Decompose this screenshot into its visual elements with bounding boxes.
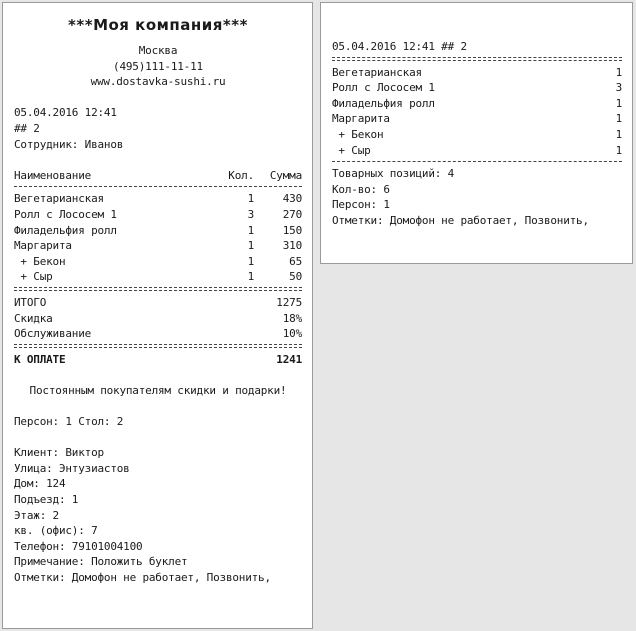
item-qty: 1 [247, 223, 254, 237]
ticket-notes: Отметки: Домофон не работает, Позвонить, [332, 213, 589, 227]
ticket-item-qty: 3 [615, 81, 622, 95]
item-row [14, 269, 302, 285]
double-divider [332, 57, 622, 61]
item-name: Вегетарианская [14, 192, 104, 206]
customer-info [14, 445, 302, 585]
ticket-item-name: Филадельфия ролл [332, 96, 435, 110]
item-name: + Сыр [14, 270, 53, 284]
divider [332, 161, 622, 162]
col-name-header: Наименование [14, 168, 92, 182]
double-divider [14, 344, 302, 348]
phone: (495)111-11-11 [113, 59, 203, 73]
item-sum: 65 [289, 254, 302, 268]
item-row [14, 191, 302, 207]
item-qty: 3 [247, 207, 254, 221]
datetime: 05.04.2016 12:41 [14, 106, 117, 120]
item-qty: 1 [247, 239, 254, 253]
col-qty-header: Кол. [228, 168, 254, 182]
ticket-positions: Товарных позиций: 4 [332, 167, 455, 181]
item-row [14, 254, 302, 270]
total-label: ИТОГО [14, 295, 47, 309]
customer-apartment: кв. (офис): 7 [14, 524, 98, 538]
ticket-item-row [332, 127, 622, 143]
order-number: ## 2 [14, 121, 40, 135]
ticket-item-name: Маргарита [332, 112, 390, 126]
item-row [14, 223, 302, 239]
item-qty: 1 [247, 270, 254, 284]
company-name: ***Моя компания*** [68, 16, 248, 34]
ticket-item-name: Вегетарианская [332, 65, 422, 79]
ticket-item-name: Ролл с Лососем 1 [332, 81, 435, 95]
customer-entrance: Подъезд: 1 [14, 493, 79, 507]
ticket-item-row [332, 111, 622, 127]
item-sum: 270 [282, 207, 302, 221]
service-value: 10% [282, 327, 302, 341]
to-pay-row [14, 352, 302, 368]
ticket-item-qty: 1 [615, 65, 622, 79]
ticket-item-qty: 1 [615, 143, 622, 157]
item-qty: 1 [247, 192, 254, 206]
double-divider [14, 287, 302, 291]
discount-row [14, 311, 302, 327]
customer-note: Примечание: Положить буклет [14, 555, 188, 569]
city: Москва [138, 44, 178, 57]
ticket-item-qty: 1 [615, 112, 622, 126]
item-qty: 1 [247, 254, 254, 268]
ticket-item-row [332, 143, 622, 159]
total-value: 1275 [276, 295, 302, 309]
items-list [14, 191, 302, 285]
divider [14, 186, 302, 187]
item-row [14, 207, 302, 223]
ticket-item-name: + Сыр [332, 143, 371, 157]
ticket-item-row [332, 65, 622, 81]
ticket-item-qty: 1 [615, 127, 622, 141]
item-name: Филадельфия ролл [14, 223, 117, 237]
customer-receipt [2, 2, 313, 629]
ticket-item-row [332, 80, 622, 96]
service-row [14, 326, 302, 342]
ticket-count: Кол-во: 6 [332, 182, 390, 196]
item-row [14, 238, 302, 254]
customer-phone: Телефон: 79101004100 [14, 539, 143, 553]
item-name: Маргарита [14, 239, 72, 253]
ticket-item-name: + Бекон [332, 127, 384, 141]
discount-value: 18% [282, 311, 302, 325]
item-sum: 430 [282, 192, 302, 206]
item-sum: 310 [282, 239, 302, 253]
ticket-item-qty: 1 [615, 96, 622, 110]
to-pay-value: 1241 [276, 352, 302, 366]
customer-street: Улица: Энтузиастов [14, 461, 130, 475]
col-sum-header: Сумма [269, 168, 302, 182]
kitchen-ticket [320, 2, 633, 264]
customer-house: Дом: 124 [14, 477, 66, 491]
item-name: + Бекон [14, 254, 66, 268]
item-sum: 50 [289, 270, 302, 284]
ticket-persons: Персон: 1 [332, 198, 390, 212]
persons-table: Персон: 1 Стол: 2 [14, 415, 124, 429]
item-sum: 150 [282, 223, 302, 237]
ticket-item-row [332, 96, 622, 112]
service-label: Обслуживание [14, 327, 92, 341]
ticket-items [332, 65, 622, 159]
column-headers [14, 168, 302, 184]
discount-label: Скидка [14, 311, 53, 325]
customer-name: Клиент: Виктор [14, 446, 104, 460]
customer-remarks: Отметки: Домофон не работает, Позвонить, [14, 571, 271, 584]
ticket-header: 05.04.2016 12:41 ## 2 [332, 40, 467, 53]
promo-text: Постоянным покупателям скидки и подарки! [29, 383, 287, 397]
item-name: Ролл с Лососем 1 [14, 207, 117, 221]
employee: Сотрудник: Иванов [14, 137, 124, 151]
to-pay-label: К ОПЛАТЕ [14, 352, 66, 366]
total-row [14, 295, 302, 311]
website: www.dostavka-sushi.ru [90, 75, 226, 89]
customer-floor: Этаж: 2 [14, 508, 59, 522]
